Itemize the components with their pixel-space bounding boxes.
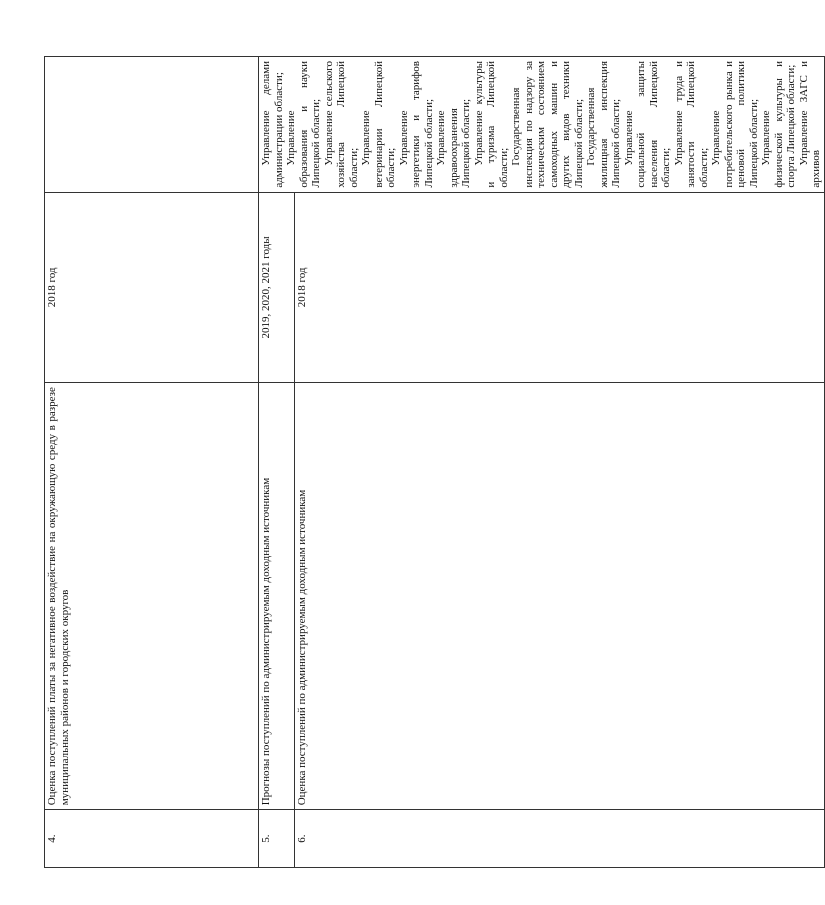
list-item: Управление социальной защиты населения Липецкой области; [622,61,672,188]
list-item: Управление культуры и туризма Липецкой области; [472,61,510,188]
list-item: Управление труда и занятости Липецкой области; [672,61,710,188]
list-item: Управление делами администрации области; [260,61,285,188]
row-period: 2019, 2020, 2021 годы [259,192,295,382]
row-description: Оценка поступлений по администрируемым доходным источникам [295,383,825,810]
row-period: 2018 год [45,192,259,382]
row-number: 6. [295,810,825,868]
list-item: Управление сельского хозяйства Липецкой области; [322,61,360,188]
list-item: Управление физической культуры и спорта Липецкой области; [760,61,797,188]
table-row [45,57,259,868]
list-item: Управление ветеринарии Липецкой области; [360,61,397,188]
list-item: Управление ЗАГС и архивов [797,61,822,188]
row-description: Оценка поступлений платы за негативное воздействие на окружающую среду в разрезе муниципальных районов и городских округов [45,383,259,810]
list-item: Государственная инспекция по надзору за техническим состоянием самоходных машин и других видов техники Липецкой области; [510,61,585,188]
row-period: 2018 год [295,192,825,382]
agency-list [260,61,823,188]
responsible-agencies-cell [259,57,825,193]
list-item: Управление образования и науки Липецкой области; [285,61,322,188]
rotated-table-frame [44,56,822,868]
row-number: 4. [45,810,259,868]
row-description: Прогнозы поступлений по администрируемым доходным источникам [259,383,295,810]
list-item: Управление здравоохранения Липецкой области; [435,98,472,188]
list-item: Государственная жилищная инспекция Липецкой области; [585,61,622,188]
list-item: Управление энергетики и тарифов Липецкой области; [397,61,435,188]
table-row [259,57,295,868]
measures-table [44,56,825,868]
list-item: Управление потребительского рынка и ценовой политики Липецкой области; [710,61,760,188]
row-number: 5. [259,810,295,868]
row-responsible [45,57,259,193]
